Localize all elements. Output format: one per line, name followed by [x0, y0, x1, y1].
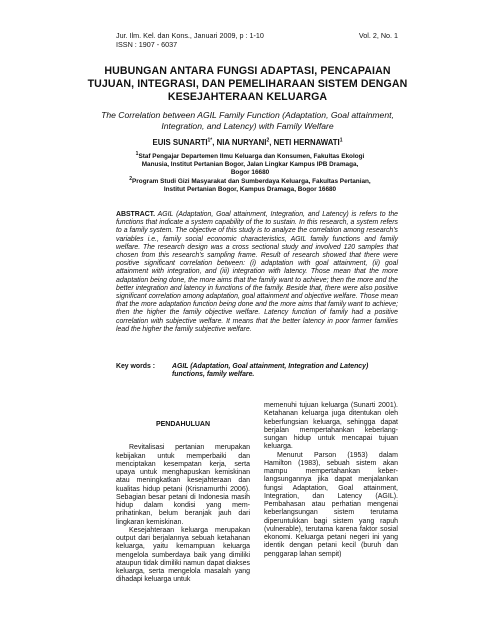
keywords-line: AGIL (Adaptation, Goal attainment, Integration and Latency): [172, 363, 369, 370]
left-column: [116, 421, 250, 585]
author-list: EUIS $SUNARTI^{1*}$, NIA NURYANI$^2$, NETI HERNAWATI$^1$: [152, 137, 343, 147]
abstract-text: AGIL (Adaptation, Goal attainment, Integration, and Latency) is refers to the functions that indicate a system capability of the to sustain. In this research, a system refers to a family system. The objective of this study is to analyze the correlation among research's variables i.e., family social economic characteristics, AGIL family functions and family welfare. The research design was a cross sectional study and involved 120 samples that chosen from this research's sampling frame. Result of research showed that there were positive significant correlation between: (i) adaptation with goal attainment, (ii) goal attainment with integration, and (iii) integration with latency. Those mean that the more adaptation being done, the more aims that the family want to achieve; then the more and the better integration and latency in functions of the family. Beside that, there were also positive significant correlation among adaptation, goal attainment and objective welfare. Those mean that the more adaptation function being done and the more aims that family want to achieve; then the higher the family objective welfare. Latency function of family had a positive correlation with subjective welfare. It means that the better latency in poor farmer families lead the higher the family subjective welfare.: [116, 211, 398, 333]
affiliation-mark: 2: [129, 175, 133, 182]
title-line: KESEJAHTERAAN KELUARGA: [167, 91, 328, 103]
affiliation-line: Bogor 16680: [230, 169, 270, 177]
title-line: TUJUAN, INTEGRASI, DAN PEMELIHARAAN SISTEM DENGAN: [87, 78, 408, 90]
author-affiliation-mark: 2: [266, 137, 270, 144]
keywords-label: Key words :: [116, 363, 156, 370]
right-column: [264, 402, 398, 559]
keywords-line: functions, family welfare.: [172, 371, 255, 379]
paragraph: Revitalisasi pertanian merupakan kebijakan untuk memperbaiki dan menciptakan kesempatan kerja, serta upaya untuk menghapuskan kemiskinan atau meningkatkan kesejahteraan dan kualitas hidup petani (Krisnamurthi 2006). Sebagian besar petani di Indonesia masih hidup dalam kondisi yang mem-prihatinkan, belum beranjak jauh dari lingkaran kemiskinan.: [116, 444, 250, 526]
paragraph: Menurut Parson (1953) dalam Hamilton (1983), sebuah sistem akan mampu mempertahankan keber-langsungannya jika dapat menjalankan fungsi Adaptation, Goal attainment, Integration, dan Latency (AGIL). Pembahasan atau perhatian mengenai keberlangsungan sistem terutama diperuntukkan bagi sistem yang rapuh (vulnerable), terutama karena faktor sosial ekonomi. Keluarga petani negeri ini yang identik dengan petani kecil (buruh dan penggarap lahan sempit): [264, 451, 398, 558]
issn: ISSN : 1907 - 6037: [116, 40, 178, 49]
author-affiliation-mark: 1: [339, 137, 343, 144]
journal-citation: Jur. Ilm. Kel. dan Kons., Januari 2009, p : 1-10: [116, 31, 264, 40]
volume-number: Vol. 2, No. 1: [358, 31, 398, 40]
paragraph: memenuhi tujuan keluarga (Sunarti 2001). Ketahanan keluarga juga ditentukan oleh keberfungsian keluarga, sehingga dapat berjalan mempertahankan keberlang-sungan hidup untuk mencapai tujuan keluarga.: [264, 402, 398, 451]
title-line: HUBUNGAN ANTARA FUNGSI ADAPTASI, PENCAPAIAN: [104, 65, 391, 77]
affiliation-line: Program Studi Gizi Masyarakat dan Sumberdaya Keluarga, Fakultas Pertanian,: [132, 177, 371, 185]
abstract: [116, 211, 398, 334]
affiliations: [100, 150, 400, 194]
subtitle-line: The Correlation between AGIL Family Function (Adaptation, Goal attainment,: [101, 110, 394, 120]
article-title: [0, 65, 495, 104]
paragraph: Kesejahteraan keluarga merupakan output dari berjalannya sebuah ketahanan keluarga, yaitu kemampuan keluarga mengelola sumberdaya baik yang dimiliki ataupun tidak dimiliki namun dapat diakses keluarga, serta mengelola masalah yang dihadapi keluarga untuk: [116, 526, 250, 584]
affiliation-line: Manusia, Institut Pertanian Bogor, Jalan Lingkar Kampus IPB Dramaga,: [141, 161, 359, 169]
subtitle-line: Integration, and Latency) with Family Welfare: [161, 121, 334, 131]
author-name: NETI HERNAWATI: [273, 138, 340, 147]
author-affiliation-mark: 1*: [207, 137, 213, 144]
section-heading: PENDAHULUAN: [155, 421, 211, 428]
affiliation-line: Institut Pertanian Bogor, Kampus Dramaga, Bogor 16680: [163, 185, 337, 193]
affiliation-line: Staf Pengajar Departemen Ilmu Keluarga dan Konsumen, Fakultas Ekologi: [138, 153, 365, 160]
author-name: NIA NURYANI: [216, 138, 267, 147]
english-title: [0, 110, 495, 132]
affiliation-mark: 1: [135, 150, 139, 157]
author-name: EUIS SUNARTI: [152, 138, 208, 147]
abstract-label: ABSTRACT.: [116, 211, 156, 218]
